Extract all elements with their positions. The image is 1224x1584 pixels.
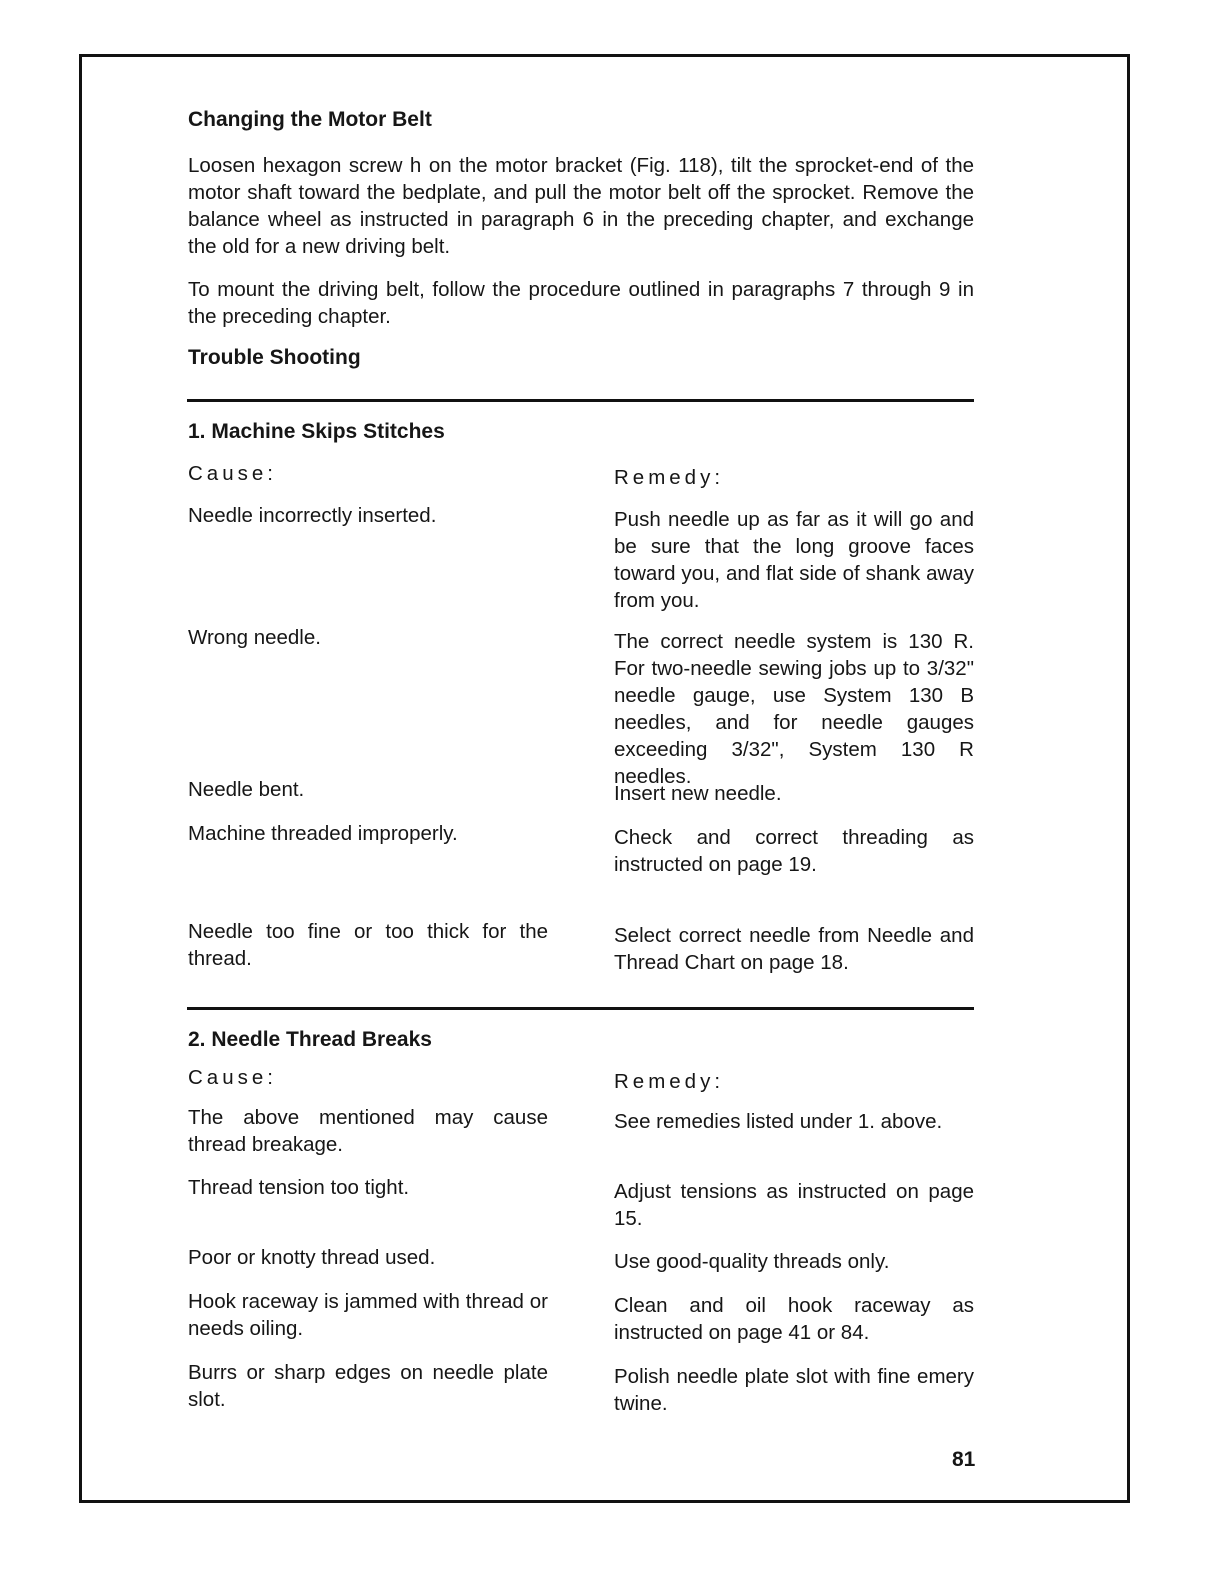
- remedy-text: Adjust tensions as instructed on page 15.: [614, 1180, 974, 1230]
- remedy-text: Insert new needle.: [614, 782, 782, 805]
- cause-label: Cause:: [188, 1066, 277, 1089]
- cause-text: Thread tension too tight.: [188, 1176, 410, 1199]
- cause-label: Cause:: [188, 462, 277, 485]
- remedy-text: Push needle up as far as it will go and be sure that the long groove faces toward you, and flat side of shank away from you.: [614, 508, 974, 612]
- cause-text: Needle bent.: [188, 778, 305, 801]
- remedy-text: Use good-quality threads only.: [614, 1250, 890, 1273]
- cause-text: Machine threaded improperly.: [188, 822, 458, 845]
- paragraph-motor-belt-2: To mount the driving belt, follow the procedure outlined in paragraphs 7 through 9 in the preceding chapter.: [188, 278, 974, 328]
- remedy-text: Check and correct threading as instructed on page 19.: [614, 826, 974, 876]
- section-heading-trouble-shooting: Trouble Shooting: [188, 346, 361, 369]
- paragraph-motor-belt-1: Loosen hexagon screw h on the motor bracket (Fig. 118), tilt the sprocket-end of the motor shaft toward the bedplate, and pull the motor belt off the sprocket. Remove the balance wheel as instructed in paragraph 6 in the preceding chapter, and exchange the old for a new driving belt.: [188, 154, 974, 258]
- divider: [187, 399, 974, 402]
- remedy-text: Clean and oil hook raceway as instructed on page 41 or 84.: [614, 1294, 974, 1344]
- cause-text: Wrong needle.: [188, 626, 321, 649]
- remedy-label: Remedy:: [614, 466, 725, 489]
- cause-text: Needle incorrectly inserted.: [188, 504, 437, 527]
- cause-text: Needle too fine or too thick for the thread.: [188, 920, 548, 970]
- remedy-text: The correct needle system is 130 R. For two-needle sewing jobs up to 3/32" needle gauge, use System 130 B needles, and for needle gauges exceeding 3/32", System 130 R needles.: [614, 630, 974, 788]
- divider: [187, 1007, 974, 1010]
- remedy-text: Select correct needle from Needle and Thread Chart on page 18.: [614, 924, 974, 974]
- problem-title: 2. Needle Thread Breaks: [188, 1028, 432, 1051]
- page-number: 81: [952, 1448, 976, 1471]
- remedy-text: Polish needle plate slot with fine emery twine.: [614, 1365, 974, 1415]
- problem-title: 1. Machine Skips Stitches: [188, 420, 445, 443]
- cause-text: Burrs or sharp edges on needle plate slot.: [188, 1361, 548, 1411]
- cause-text: Poor or knotty thread used.: [188, 1246, 436, 1269]
- remedy-label: Remedy:: [614, 1070, 725, 1093]
- cause-text: The above mentioned may cause thread breakage.: [188, 1106, 548, 1156]
- cause-text: Hook raceway is jammed with thread or needs oiling.: [188, 1290, 548, 1340]
- section-heading-motor-belt: Changing the Motor Belt: [188, 108, 432, 131]
- remedy-text: See remedies listed under 1. above.: [614, 1110, 943, 1133]
